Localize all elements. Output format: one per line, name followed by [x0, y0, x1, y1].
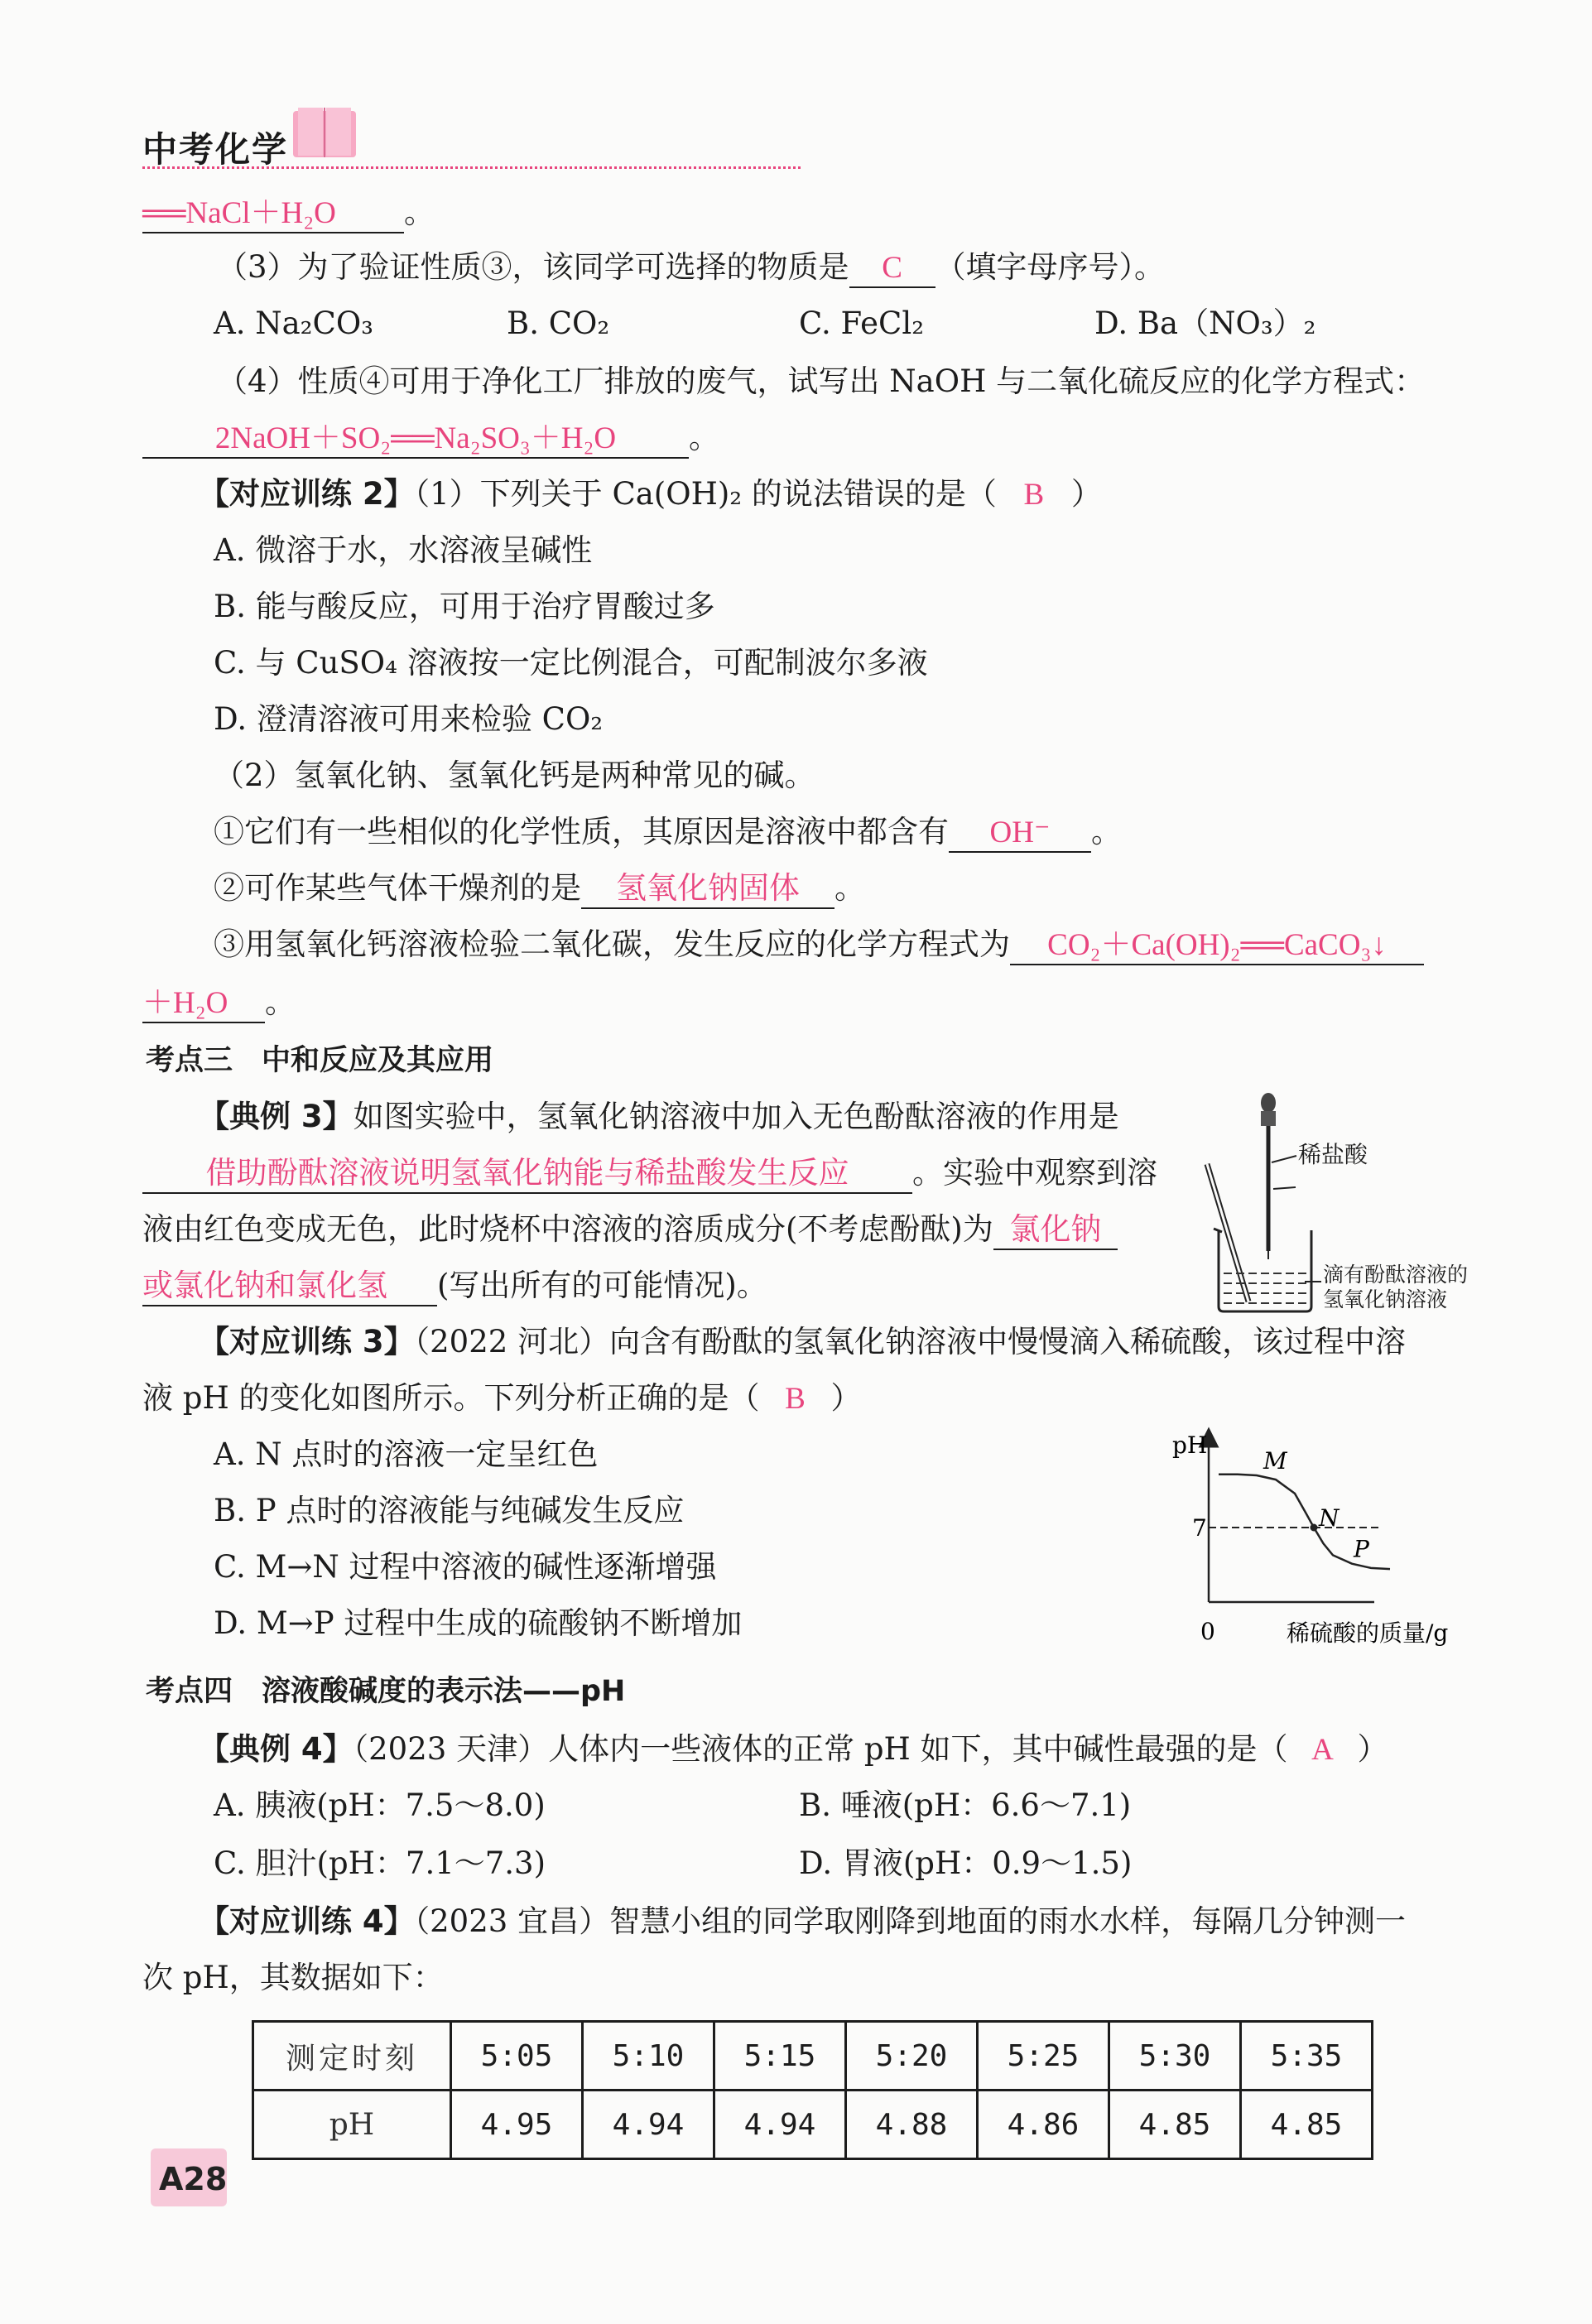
table-cell: 4.94: [714, 2091, 846, 2159]
answer-blank: 氯化钠: [993, 1212, 1118, 1250]
answer-blank: 氢氧化钠固体: [581, 871, 834, 909]
option-c: C. 与 CuSO₄ 溶液按一定比例混合，可配制波尔多液: [214, 645, 928, 681]
table-cell: 4.95: [451, 2091, 583, 2159]
table-cell: 5:10: [583, 2022, 714, 2091]
option-a: A. N 点时的溶液一定呈红色: [214, 1436, 599, 1472]
option-b: B. P 点时的溶液能与纯碱发生反应: [214, 1493, 685, 1528]
y-axis-label: pH: [1172, 1431, 1208, 1459]
answer-blank: 2NaOH＋SO₂══Na₂SO₃＋H₂O: [142, 421, 689, 459]
table-cell: 5:25: [978, 2022, 1109, 2091]
example-3-line-4: 或氯化钠和氯化氢 (写出所有的可能情况)。: [142, 1265, 767, 1306]
option-c: C. 胆汁(pH：7.1～7.3): [214, 1845, 546, 1881]
table-row-times: [253, 2022, 1373, 2091]
option-c: C. M→N 过程中溶液的碱性逐渐增强: [214, 1549, 717, 1585]
table-cell: 4.94: [583, 2091, 714, 2159]
equation-continuation: ══NaCl＋H₂O 。: [142, 192, 435, 233]
table-row-header: pH: [253, 2091, 451, 2159]
point-n: [1311, 1524, 1318, 1532]
option-a: A. 微溶于水，水溶液呈碱性: [214, 532, 593, 568]
option-a: A. 胰液(pH：7.5～8.0): [214, 1788, 546, 1823]
question-3: （3）为了验证性质③，该同学可选择的物质是 C （填字母序号）。: [217, 247, 1165, 288]
example-3-line-1: 【典例 3】如图实验中，氢氧化钠溶液中加入无色酚酞溶液的作用是: [199, 1099, 1119, 1134]
x-axis-label: 稀硫酸的质量/g: [1287, 1619, 1449, 1647]
table-row-ph: [253, 2091, 1373, 2159]
option-d: D. Ba（NO₃）₂: [1094, 306, 1316, 341]
training-3-line-1: 【对应训练 3】（2022 河北）向含有酚酞的氢氧化钠溶液中慢慢滴入稀硫酸，该过程中溶: [199, 1324, 1407, 1359]
training-4-line-1: 【对应训练 4】（2023 宜昌）智慧小组的同学取刚降到地面的雨水水样，每隔几分钟测一: [199, 1903, 1407, 1939]
answer-blank: CO₂＋Ca(OH)₂══CaCO₃↓: [1010, 927, 1424, 965]
sub-question-1: ①它们有一些相似的化学性质，其原因是溶液中都含有 OH⁻ 。: [214, 811, 1122, 853]
table-cell: 5:15: [714, 2022, 846, 2091]
answer-blank: C: [849, 250, 935, 288]
section-4-heading: 考点四 溶液酸碱度的表示法——pH: [146, 1675, 626, 1708]
table-cell: 4.86: [978, 2091, 1109, 2159]
option-d: D. 澄清溶液可用来检验 CO₂: [214, 701, 604, 737]
training-2-question-2: （2）氢氧化钠、氢氧化钙是两种常见的碱。: [214, 758, 815, 793]
ph-data-table: [252, 2020, 1373, 2160]
example-4-question: 【典例 4】（2023 天津）人体内一些液体的正常 pH 如下，其中碱性最强的是（ A ）: [199, 1729, 1388, 1771]
option-b: B. 唾液(pH：6.6～7.1): [799, 1788, 1132, 1823]
answer-mark: B: [1023, 478, 1045, 512]
option-d: D. 胃液(pH：0.9～1.5): [799, 1845, 1133, 1881]
answer-blank: 或氯化钠和氯化氢: [142, 1268, 437, 1306]
answer-mark: B: [785, 1382, 806, 1416]
answer-blank: OH⁻: [949, 815, 1091, 853]
table-cell: 4.88: [846, 2091, 978, 2159]
table-cell: 5:30: [1109, 2022, 1241, 2091]
question-4: （4）性质④可用于净化工厂排放的废气，试写出 NaOH 与二氧化硫反应的化学方程式：: [217, 363, 1426, 399]
point-label-p: P: [1354, 1535, 1369, 1563]
option-b: B. CO₂: [507, 306, 610, 341]
ph-curve-chart: [1159, 1424, 1490, 1648]
answer-continuation: ＋H₂O 。: [142, 982, 296, 1023]
example-3-line-3: 液由红色变成无色，此时烧杯中溶液的溶质成分(不考虑酚酞)为 氯化钠: [142, 1209, 1118, 1250]
table-cell: 5:05: [451, 2022, 583, 2091]
option-c: C. FeCl₂: [799, 306, 925, 341]
section-3-heading: 考点三 中和反应及其应用: [146, 1044, 494, 1077]
beaker-figure: [1200, 1090, 1565, 1313]
table-cell: 5:20: [846, 2022, 978, 2091]
training-3-line-2: 液 pH 的变化如图所示。下列分析正确的是（ B ）: [142, 1378, 861, 1420]
option-d: D. M→P 过程中生成的硫酸钠不断增加: [214, 1605, 743, 1641]
header-title: 中考化学: [142, 129, 289, 170]
label-acid: 稀盐酸: [1298, 1141, 1368, 1168]
training-2-question-1: 【对应训练 2】（1）下列关于 Ca(OH)₂ 的说法错误的是（ B ）: [199, 474, 1102, 516]
table-cell: 5:35: [1241, 2022, 1373, 2091]
answer-blank: ══NaCl＋H₂O: [142, 195, 404, 233]
table-cell: 4.85: [1109, 2091, 1241, 2159]
training-4-line-2: 次 pH，其数据如下：: [142, 1960, 444, 1995]
header-divider: [142, 166, 801, 169]
table-cell: 4.85: [1241, 2091, 1373, 2159]
page-number: A28: [159, 2161, 228, 2197]
glass-rod: [1207, 1164, 1248, 1302]
option-b: B. 能与酸反应，可用于治疗胃酸过多: [214, 589, 715, 624]
dropper: [1261, 1093, 1296, 1259]
sub-question-3: ③用氢氧化钙溶液检验二氧化碳，发生反应的化学方程式为 CO₂＋Ca(OH)₂══CaCO₃↓: [214, 924, 1424, 965]
table-row-header: 测定时刻: [253, 2022, 451, 2091]
label-solution-line-1: 滴有酚酞溶液的: [1323, 1263, 1469, 1287]
book-icon: [291, 106, 358, 161]
answer-line: 2NaOH＋SO₂══Na₂SO₃＋H₂O 。: [142, 417, 719, 459]
origin-label: 0: [1200, 1618, 1215, 1645]
example-3-line-2: 借助酚酞溶液说明氢氧化钠能与稀盐酸发生反应 。实验中观察到溶: [142, 1152, 1157, 1194]
label-solution-line-2: 氢氧化钠溶液: [1323, 1287, 1448, 1311]
option-a: A. Na₂CO₃: [214, 306, 373, 341]
y-tick-label: 7: [1192, 1514, 1207, 1542]
answer-blank: ＋H₂O: [142, 985, 265, 1023]
sub-question-2: ②可作某些气体干燥剂的是 氢氧化钠固体 。: [214, 868, 865, 909]
answer-blank: 借助酚酞溶液说明氢氧化钠能与稀盐酸发生反应: [142, 1156, 912, 1194]
point-label-n: N: [1319, 1504, 1339, 1532]
point-label-m: M: [1263, 1447, 1287, 1475]
answer-mark: A: [1311, 1733, 1334, 1767]
